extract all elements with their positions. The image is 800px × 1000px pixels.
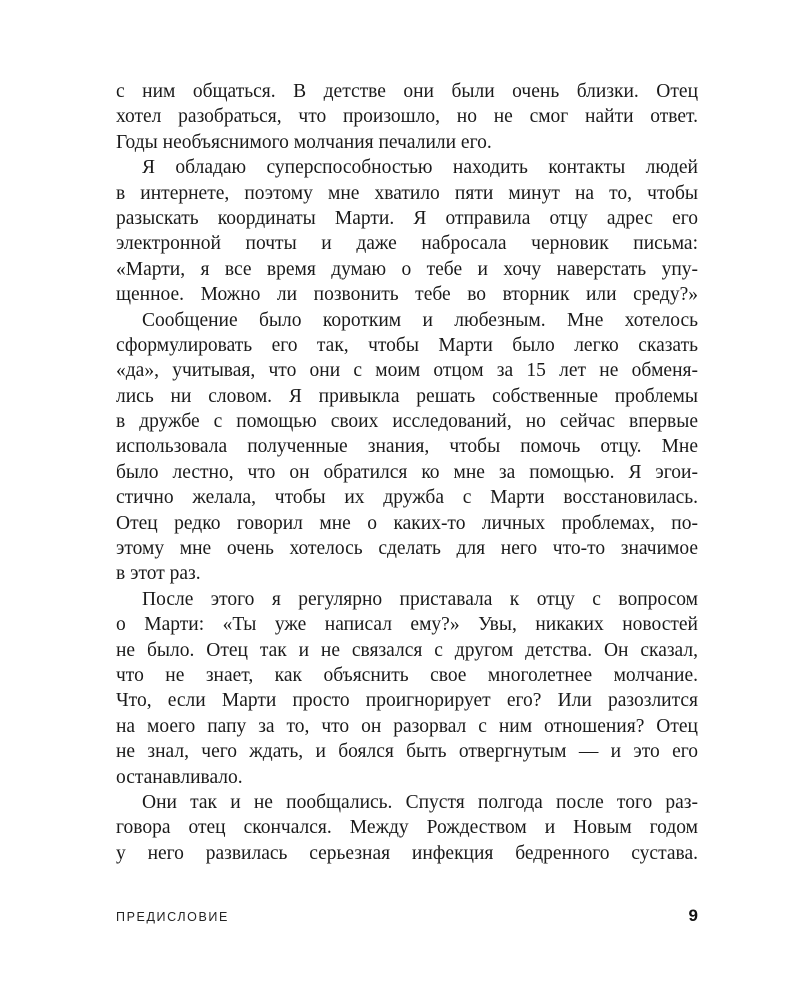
text-line: с ним общаться. В детстве они были очень близки. Отец [116, 81, 698, 102]
text-line: электронной почты и даже набросала черновик письма: [116, 233, 698, 255]
text-line: Они так и не пообщались. Спустя полгода после того раз- [142, 791, 698, 813]
text-line: стично желала, чтобы их дружба с Марти восстановилась. [116, 487, 698, 509]
text-line: в дружбе с помощью своих исследований, но сейчас впервые [116, 411, 698, 433]
page-footer [116, 906, 698, 930]
running-head: ПРЕДИСЛОВИЕ [116, 910, 229, 924]
text-line: «да», учитывая, что они с моим отцом за 15 лет не обменя- [116, 360, 698, 382]
text-line: было лестно, что он обратился ко мне за помощью. Я эгои- [116, 461, 698, 483]
text-line: Что, если Марти просто проигнорирует его? Или разозлится [116, 690, 698, 712]
text-line: После этого я регулярно приставала к отцу с вопросом [142, 588, 698, 610]
page-number: 9 [688, 906, 698, 925]
text-line: Я обладаю суперспособностью находить контакты людей [142, 157, 698, 179]
text-line: лись ни словом. Я привыкла решать собственные проблемы [116, 385, 698, 407]
text-line: не знал, чего ждать, и боялся быть отвергнутым — и это его [116, 741, 698, 763]
text-line: что не знает, как объяснить свое многолетнее молчание. [116, 664, 698, 686]
text-line: хотел разобраться, что произошло, но не смог найти ответ. [116, 106, 698, 128]
text-line: сформулировать его так, чтобы Марти было легко сказать [116, 334, 698, 356]
text-line: разыскать координаты Марти. Я отправила отцу адрес его [116, 207, 698, 229]
text-line: «Марти, я все время думаю о тебе и хочу наверстать упу- [116, 258, 698, 280]
text-line: этому мне очень хотелось сделать для него что-то значимое [116, 538, 698, 560]
text-line: в этот раз. [116, 563, 201, 585]
text-line: не было. Отец так и не связался с другом детства. Он сказал, [116, 639, 698, 661]
text-line: останавливало. [116, 766, 243, 788]
text-line: на моего папу за то, что он разорвал с ним отношения? Отец [116, 715, 698, 737]
text-line: щенное. Можно ли позвонить тебе во вторник или среду?» [116, 284, 698, 306]
text-line: Сообщение было коротким и любезным. Мне хотелось [142, 309, 698, 331]
text-line: Отец редко говорил мне о каких-то личных проблемах, по- [116, 512, 698, 534]
text-line: Годы необъяснимого молчания печалили его. [116, 131, 492, 153]
text-line: о Марти: «Ты уже написал ему?» Увы, никаких новостей [116, 614, 698, 636]
text-line: говора отец скончался. Между Рождеством и Новым годом [116, 817, 698, 839]
text-line: у него развилась серьезная инфекция бедренного сустава. [116, 842, 698, 864]
text-line: использовала полученные знания, чтобы помочь отцу. Мне [116, 436, 698, 458]
body-text [116, 79, 698, 866]
text-line: в интернете, поэтому мне хватило пяти минут на то, чтобы [116, 182, 698, 204]
